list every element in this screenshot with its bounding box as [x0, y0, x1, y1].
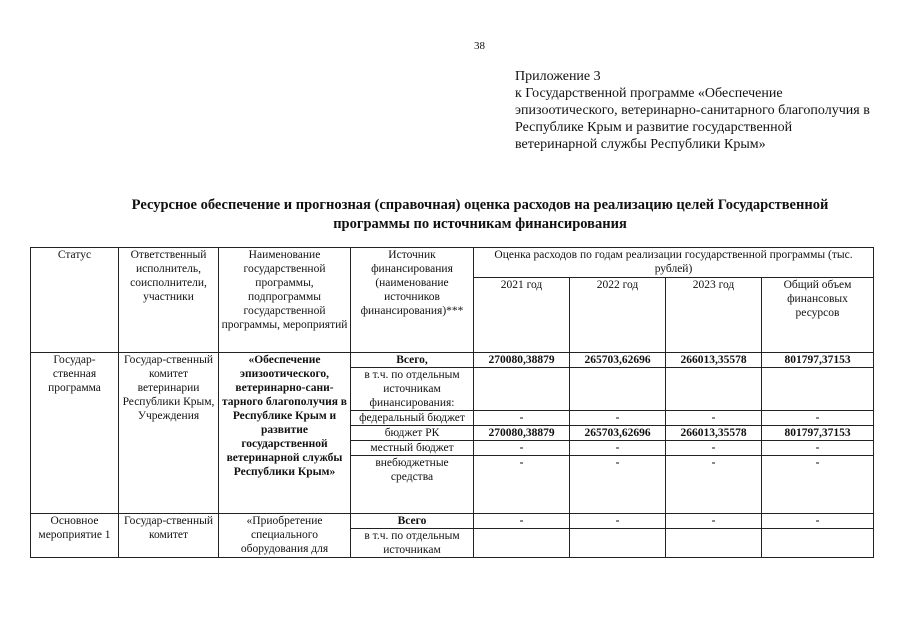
status-cell: Основное мероприятие 1	[31, 514, 119, 558]
value-2021: 270080,38879	[474, 426, 570, 441]
value-2021: -	[474, 456, 570, 514]
program-name-cell: «Обеспечение эпизоотического, ветеринарно-сани-тарного благополучия в Республике Крым и развитие государственной ветеринарной службы Республики Крым»	[219, 353, 351, 514]
header-row	[31, 248, 874, 278]
source-cell: бюджет РК	[351, 426, 474, 441]
value-2022: -	[570, 514, 666, 529]
value-2021: 270080,38879	[474, 353, 570, 368]
value-total: 801797,37153	[762, 426, 874, 441]
status-cell: Государ-ственная программа	[31, 353, 119, 514]
value-total: -	[762, 411, 874, 426]
source-cell: федеральный бюджет	[351, 411, 474, 426]
appendix-note	[515, 68, 875, 153]
document-title: Ресурсное обеспечение и прогнозная (справочная) оценка расходов на реализацию целей Государственной программы по источникам финансирования	[131, 197, 829, 232]
value-2022	[570, 529, 666, 558]
source-cell: в т.ч. по отдельным источникам финансирования:	[351, 368, 474, 411]
value-2023: 266013,35578	[666, 426, 762, 441]
value-2021: -	[474, 411, 570, 426]
value-2023: -	[666, 441, 762, 456]
header-name: Наименование государственной программы, подпрограммы государственной программы, мероприятий	[219, 248, 351, 353]
resource-table	[30, 247, 874, 558]
header-2022: 2022 год	[570, 278, 666, 353]
page-number: 38	[474, 40, 485, 52]
value-2021: -	[474, 441, 570, 456]
value-2023: -	[666, 514, 762, 529]
header-executor: Ответственный исполнитель, соисполнители, участники	[119, 248, 219, 353]
appendix-text: к Государственной программе «Обеспечение эпизоотического, ветеринарно-санитарного благополучия в Республике Крым и развитие государственной ветеринарной службы Республики Крым»	[515, 86, 870, 152]
value-total: -	[762, 441, 874, 456]
source-cell: в т.ч. по отдельным источникам	[351, 529, 474, 558]
value-2023	[666, 529, 762, 558]
executor-cell: Государ-ственный комитет	[119, 514, 219, 558]
table-row	[31, 353, 874, 368]
source-cell: Всего	[351, 514, 474, 529]
measure-name-cell: «Приобретение специального оборудования для	[219, 514, 351, 558]
source-cell: внебюджетные средства	[351, 456, 474, 514]
table-row	[31, 514, 874, 529]
value-2022	[570, 368, 666, 411]
value-2022: 265703,62696	[570, 353, 666, 368]
value-2023: 266013,35578	[666, 353, 762, 368]
header-total: Общий объем финансовых ресурсов	[762, 278, 874, 353]
value-2023	[666, 368, 762, 411]
appendix-line1: Приложение 3	[515, 69, 601, 84]
value-total: -	[762, 456, 874, 514]
source-cell: местный бюджет	[351, 441, 474, 456]
value-2021	[474, 368, 570, 411]
value-2022: 265703,62696	[570, 426, 666, 441]
value-2023: -	[666, 456, 762, 514]
value-2022: -	[570, 456, 666, 514]
header-2021: 2021 год	[474, 278, 570, 353]
value-2021	[474, 529, 570, 558]
header-source: Источник финансирования (наименование источников финансирования)***	[351, 248, 474, 353]
value-2022: -	[570, 411, 666, 426]
header-estimate: Оценка расходов по годам реализации государственной программы (тыс. рублей)	[474, 248, 874, 278]
value-total	[762, 529, 874, 558]
source-cell: Всего,	[351, 353, 474, 368]
value-2023: -	[666, 411, 762, 426]
header-status: Статус	[31, 248, 119, 353]
executor-cell: Государ-ственный комитет ветеринарии Республики Крым, Учреждения	[119, 353, 219, 514]
value-total: 801797,37153	[762, 353, 874, 368]
value-total	[762, 368, 874, 411]
value-2021: -	[474, 514, 570, 529]
value-total: -	[762, 514, 874, 529]
value-2022: -	[570, 441, 666, 456]
header-2023: 2023 год	[666, 278, 762, 353]
